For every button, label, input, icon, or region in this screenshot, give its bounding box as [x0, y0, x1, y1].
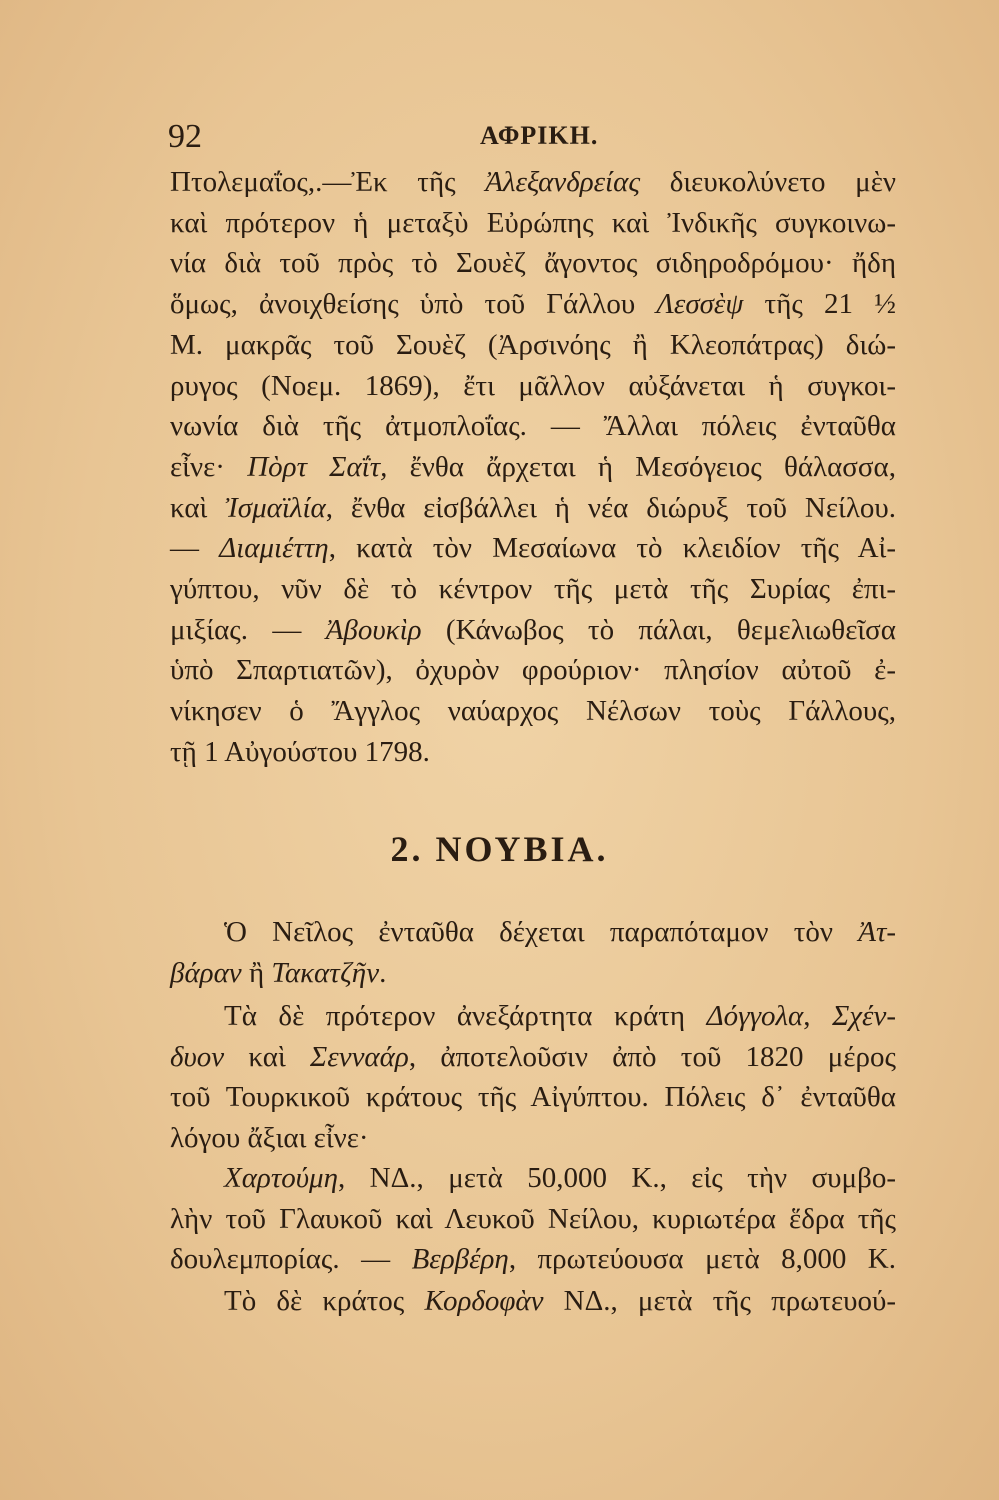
text-line: [170, 243, 896, 283]
text-line: [170, 528, 896, 568]
text-line: [224, 1158, 896, 1198]
text-line: [170, 162, 896, 202]
section-title: 2. ΝΟΥΒΙΑ.: [390, 829, 609, 869]
text-run: μιξίας. —: [170, 613, 326, 646]
text-line: [170, 953, 896, 993]
text-run: λὴν τοῦ Γλαυκοῦ καὶ Λευκοῦ Νείλου, κυριωτέρα ἕδρα τῆς: [170, 1202, 896, 1235]
text-run: .: [379, 956, 387, 989]
text-run: , ΝΔ., μετὰ 50,000 Κ., εἰς τὴν συμβο-: [338, 1162, 896, 1194]
text-line: [170, 569, 896, 609]
italic-term: Σχέν-: [832, 1000, 897, 1032]
text-line: [170, 325, 896, 365]
text-line: [170, 732, 896, 772]
text-run: νία διὰ τοῦ πρὸς τὸ Σουὲζ ἄγοντος σιδηροδρόμου· ἤδη: [170, 247, 896, 280]
text-run: (Κάνωβος τὸ πάλαι, θεμελιωθεῖσα: [421, 613, 896, 646]
page-number: 92: [168, 118, 202, 155]
italic-term: Κορδοφὰν: [424, 1285, 544, 1317]
italic-term: Χαρτούμη: [224, 1162, 338, 1194]
text-line: [170, 610, 896, 650]
italic-term: Λεσσὲψ: [656, 288, 744, 321]
text-run: Μ. μακρᾶς τοῦ Σουὲζ (Ἀρσινόης ἢ Κλεοπάτρας) διώ-: [170, 328, 896, 361]
text-run: —: [170, 532, 220, 565]
text-run: ἢ: [241, 956, 272, 989]
italic-term: βάραν: [170, 956, 242, 989]
text-run: , ἔνθα εἰσβάλλει ἡ νέα διώρυξ τοῦ Νείλου.: [325, 491, 897, 524]
italic-term: Ἰσμαϊλία: [225, 491, 326, 524]
italic-term: Σενναάρ: [310, 1040, 409, 1073]
text-run: , ἀποτελοῦσιν ἀπὸ τοῦ 1820 μέρος: [408, 1040, 896, 1073]
text-run: εἶνε·: [170, 450, 248, 483]
text-line: [170, 284, 896, 324]
text-run: νίκησεν ὁ Ἄγγλος ναύαρχος Νέλσων τοὺς Γάλλους,: [170, 695, 896, 728]
text-line: [170, 1199, 896, 1239]
text-run: Πτολεμαΐος,.—Ἐκ τῆς: [170, 166, 486, 198]
page-header: [168, 118, 896, 158]
text-run: τῇ 1 Αὐγούστου 1798.: [170, 735, 430, 768]
text-run: γύπτου, νῦν δὲ τὸ κέντρον τῆς μετὰ τῆς Συρίας ἐπι-: [170, 573, 896, 605]
text-line: [170, 447, 896, 487]
italic-term: Διαμιέττη: [219, 532, 329, 565]
text-line: [170, 691, 896, 731]
text-run: , πρωτεύουσα μετὰ 8,000 Κ.: [508, 1243, 897, 1276]
text-line: [170, 1118, 896, 1158]
text-run: ὅμως, ἀνοιχθείσης ὑπὸ τοῦ Γάλλου: [170, 288, 657, 321]
text-run: καὶ: [224, 1040, 311, 1073]
text-run: Τὰ δὲ πρότερον ἀνεξάρτητα κράτη: [224, 1000, 707, 1032]
italic-term: δυον: [170, 1040, 225, 1073]
text-line: [170, 1077, 896, 1117]
italic-term: Ἀλεξανδρείας: [485, 166, 641, 198]
text-line: [224, 996, 896, 1036]
running-title: ΑΦΡΙΚΗ.: [480, 121, 599, 150]
italic-term: Τακατζῆν: [271, 956, 380, 989]
text-run: λόγου ἄξιαι εἶνε·: [170, 1122, 369, 1155]
text-run: , κατὰ τὸν Μεσαίωνα τὸ κλειδίον τῆς Αἰ-: [328, 532, 896, 565]
text-run: διευκολύνετο μὲν: [640, 166, 896, 198]
text-line: [170, 488, 896, 528]
italic-term: Πὸρτ Σαΐτ,: [247, 450, 388, 483]
text-run: ΝΔ., μετὰ τῆς πρωτευού-: [543, 1285, 896, 1317]
text-run: τῆς 21 ½: [743, 288, 896, 321]
text-run: καὶ: [170, 491, 226, 524]
italic-term: Ἀβουκὶρ: [325, 613, 422, 646]
text-run: ρυγος (Νοεμ. 1869), ἔτι μᾶλλον αὐξάνεται ἡ συγκοι-: [170, 369, 896, 402]
text-line: [170, 366, 896, 406]
italic-term: Βερβέρη: [411, 1243, 509, 1276]
text-run: νωνία διὰ τῆς ἀτμοπλοΐας. — Ἄλλαι πόλεις ἐνταῦθα: [170, 410, 896, 443]
text-line: [224, 1281, 896, 1321]
text-line: [170, 203, 896, 243]
italic-term: Ἀτ-: [858, 916, 896, 948]
text-run: ,: [803, 1000, 833, 1032]
text-run: ὑπὸ Σπαρτιατῶν), ὀχυρὸν φρούριον· πλησίον αὐτοῦ ἐ-: [170, 654, 896, 687]
text-run: τοῦ Τουρκικοῦ κράτους τῆς Αἰγύπτου. Πόλεις δ᾽ ἐνταῦθα: [170, 1081, 896, 1114]
text-line: [224, 912, 896, 952]
text-line: [170, 1239, 896, 1279]
text-run: καὶ πρότερον ἡ μεταξὺ Εὐρώπης καὶ Ἰνδικῆς συγκοινω-: [170, 206, 896, 239]
text-line: [170, 650, 896, 690]
text-run: ἔνθα ἄρχεται ἡ Μεσόγειος θάλασσα,: [387, 450, 896, 483]
text-run: Τὸ δὲ κράτος: [224, 1285, 425, 1317]
italic-term: Δόγγολα: [706, 1000, 804, 1032]
text-run: Ὁ Νεῖλος ἐνταῦθα δέχεται παραπόταμον τὸν: [224, 916, 859, 948]
text-line: [170, 1037, 896, 1077]
text-run: δουλεμπορίας. —: [170, 1243, 412, 1276]
text-line: [170, 406, 896, 446]
